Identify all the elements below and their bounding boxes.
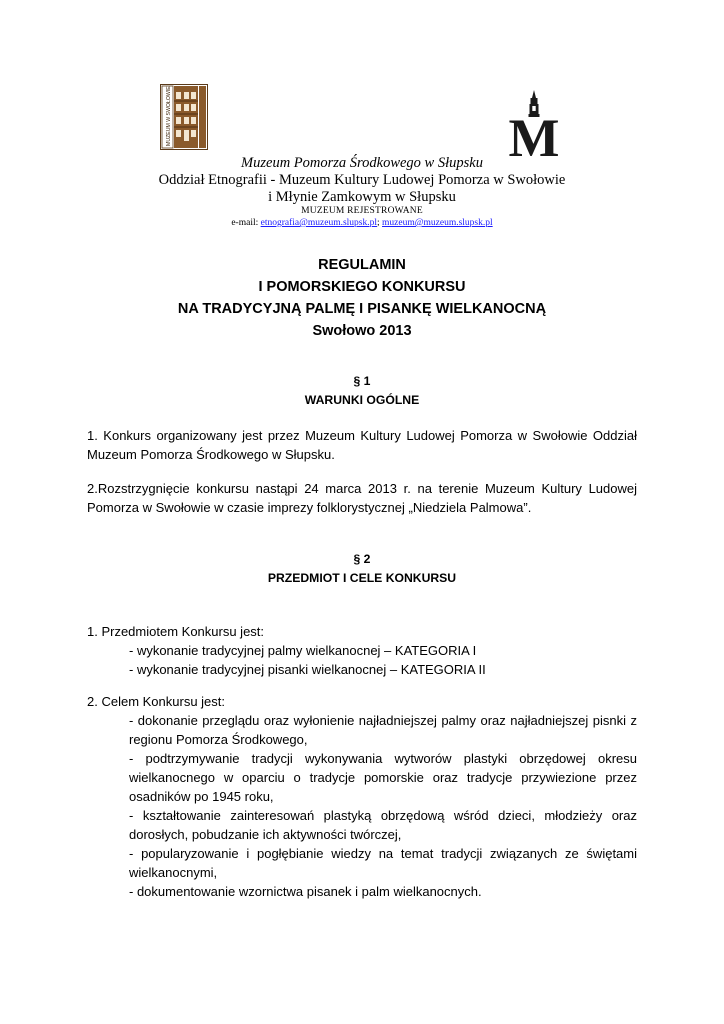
- title-line-4: Swołowo 2013: [312, 323, 412, 339]
- document-title: [0, 254, 724, 342]
- email-link-muzeum[interactable]: muzeum@muzeum.slupsk.pl: [382, 218, 493, 228]
- section-1-paragraph-2: 2.Rozstrzygnięcie konkursu nastąpi 24 marca 2013 r. na terenie Muzeum Kultury Ludowej Pomorza w Swołowie w czasie imprezy folklorystycznej „Niedziela Palmowa”.: [87, 481, 637, 515]
- email-line: [0, 217, 724, 230]
- section-1-header: [0, 372, 724, 410]
- email-link-etnografia[interactable]: etnografia@muzeum.slupsk.pl: [260, 218, 378, 228]
- list-item: - podtrzymywanie tradycji wykonywania wytworów plastyki obrzędowej okresu wielkanocnego w oparciu o tradycje pomorskie oraz tradycje przywiezione przez osadników po 1945 roku,: [129, 751, 637, 804]
- list-item: - dokonanie przeglądu oraz wyłonienie najładniejszej palmy oraz najładniejszej pisnki z regionu Pomorza Środkowego,: [129, 713, 637, 747]
- section-2-heading: PRZEDMIOT I CELE KONKURSU: [267, 571, 457, 585]
- list-item: - kształtowanie zainteresowań plastyką obrzędową wśród dzieci, młodzieży oraz dorosłych, pobudzanie ich aktywności twórczej,: [129, 808, 637, 842]
- section-2-header: [0, 550, 724, 588]
- goals-intro: 2. Celem Konkursu jest:: [87, 694, 226, 709]
- museum-swolowo-logo: [160, 84, 208, 150]
- logo-left-caption: MUZEUM W SWOŁOWIE: [166, 86, 172, 146]
- museum-name: Muzeum Pomorza Środkowego w Słupsku: [241, 155, 483, 171]
- title-line-3: NA TRADYCYJNĄ PALMĘ I PISANKĘ WIELKANOCNĄ: [177, 301, 547, 317]
- email-separator: ;: [377, 218, 380, 228]
- letterhead: [0, 155, 724, 230]
- department-name: Oddział Etnografii - Muzeum Kultury Ludowej Pomorza w Swołowie: [158, 172, 566, 188]
- list-item: - wykonanie tradycyjnej palmy wielkanocnej – KATEGORIA I: [129, 643, 477, 658]
- mill-name: i Młynie Zamkowym w Słupsku: [268, 189, 456, 205]
- section-2-number: § 2: [353, 552, 371, 566]
- section-1-number: § 1: [353, 374, 371, 388]
- subject-intro: 1. Przedmiotem Konkursu jest:: [87, 624, 265, 639]
- goals-list: [87, 692, 637, 901]
- logo-right-letter: M: [508, 108, 560, 158]
- title-line-1: REGULAMIN: [318, 257, 406, 273]
- email-label: e-mail:: [231, 218, 259, 228]
- title-line-2: I POMORSKIEGO KONKURSU: [258, 279, 466, 295]
- list-item: - dokumentowanie wzornictwa pisanek i palm wielkanocnych.: [129, 884, 482, 899]
- section-1-paragraph-1: 1. Konkurs organizowany jest przez Muzeum Kultury Ludowej Pomorza w Swołowie Oddział Muzeum Pomorza Środkowego w Słupsku.: [87, 428, 637, 462]
- subject-list: [87, 622, 637, 679]
- list-item: - wykonanie tradycyjnej pisanki wielkanocnej – KATEGORIA II: [129, 662, 486, 677]
- list-item: - popularyzowanie i pogłębianie wiedzy na temat tradycji związanych ze świętami wielkanocnymi,: [129, 846, 637, 880]
- registered-label: MUZEUM REJESTROWANE: [301, 206, 423, 216]
- section-1-heading: WARUNKI OGÓLNE: [304, 393, 420, 407]
- museum-pomorze-logo: [507, 88, 561, 158]
